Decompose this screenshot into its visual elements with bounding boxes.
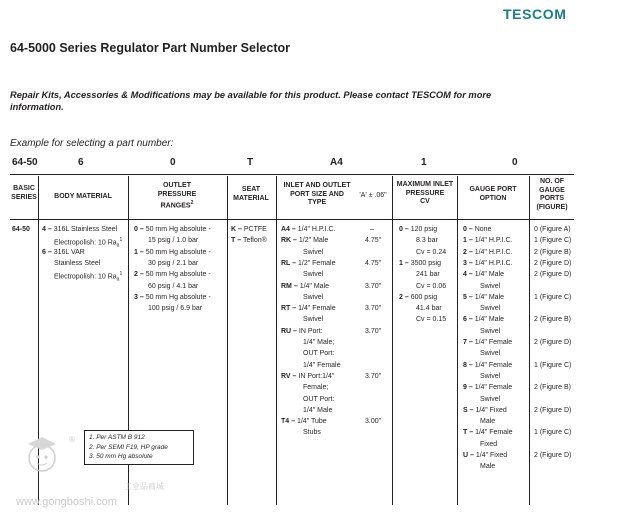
header-seat-material: SEAT MATERIAL [233,186,269,202]
col-divider [227,176,228,505]
footnote-2: 2. Per SEMI F19, HP grade [89,443,168,451]
header-num-gauge-ports: NO. OF GAUGE PORTS (FIGURE) [536,178,568,211]
watermark-url: www.gongboshi.com [16,496,117,508]
col-divider [457,176,458,505]
header-max-inlet: MAXIMUM INLET PRESSURE CV [394,181,456,207]
header-cv: CV [420,198,430,205]
footnote-3: 3. 50 mm Hg absolute [89,453,153,461]
table-top-rule [10,174,574,175]
watermark-mascot-icon [20,428,90,480]
gauge-port-list: 0 – None 0 (Figure A) 1 – 1/4" H.P.I.C. 1 (Figure C) 2 – 1/4" H.P.I.C. 2 (Figure B) 3 – 1/4" H.P.I.C. 2 (Figure D) 4 – 1/4" Male 2 (Figure D) Swivel 5 – 1/4" Male 1 (Figure C) Swivel 6 – 1/4" Male 2 (Figure B) Swivel 7 – 1/4" Female 2 (Figure D) Swivel 8 – 1/4" Female 1 (Figure C) Swivel 9 – 1/4" Female 2 (Figure B) Swivel S – 1/4" Fixed 2 (Figure D) Male T – 1/4" Female 1 (Figure C) Fixed U – 1/4" Fixed 2 (Figure D) Male [463,226,572,471]
header-a-dimension: 'A' ± .06" [359,192,387,199]
example-inlet: 1 [421,157,427,168]
example-body: 6 [78,157,84,168]
example-outlet: 0 [170,157,176,168]
header-gauge-port: GAUGE PORT OPTION [469,186,517,202]
basic-series-value: 64-50 [12,226,30,233]
example-gauge: 0 [512,157,518,168]
watermark-text: 工业品商城 [124,482,164,491]
footnotes-box [84,430,194,465]
col-divider [392,176,393,505]
example-series: 64-50 [12,157,38,168]
example-label: Example for selecting a part number: [10,138,174,149]
footnote-1: 1. Per ASTM B 912 [89,434,145,441]
svg-text:®: ® [68,435,76,444]
header-outlet-pressure: OUTLET PRESSURE RANGES$^2$ [157,182,197,210]
header-body-material: BODY MATERIAL [54,193,112,200]
col-divider [276,176,277,505]
header-inlet-outlet: INLET AND OUTLET PORT SIZE AND TYPE [283,182,351,206]
table-header-rule [10,219,574,220]
header-basic-series: BASIC SERIES [11,185,37,201]
example-seat: T [247,157,254,168]
port-size-list: A4 – 1/4" H.P.I.C. – RK – 1/2" Male 4.75" Swivel RL – 1/2" Female 4.75" Swivel RM – 1/4" Male 3.70" Swivel RT – 1/4" Female 3.70" Swivel RU – IN Port: 3.70" 1/4" Male; OUT Port: 1/4" Female RV – IN Port:1/4" 3.70" Female; OUT Port: 1/4" Male T4 – 1/4" Tube 3.00" Stubs [281,226,382,437]
notice-text: Repair Kits, Accessories & Modifications may be available for this product. Please contact TESCOM for more information. [10,90,492,112]
example-port: A4 [330,157,343,168]
tescom-logo: TESCOM [503,6,567,22]
page-title: 64-5000 Series Regulator Part Number Selector [10,41,290,55]
